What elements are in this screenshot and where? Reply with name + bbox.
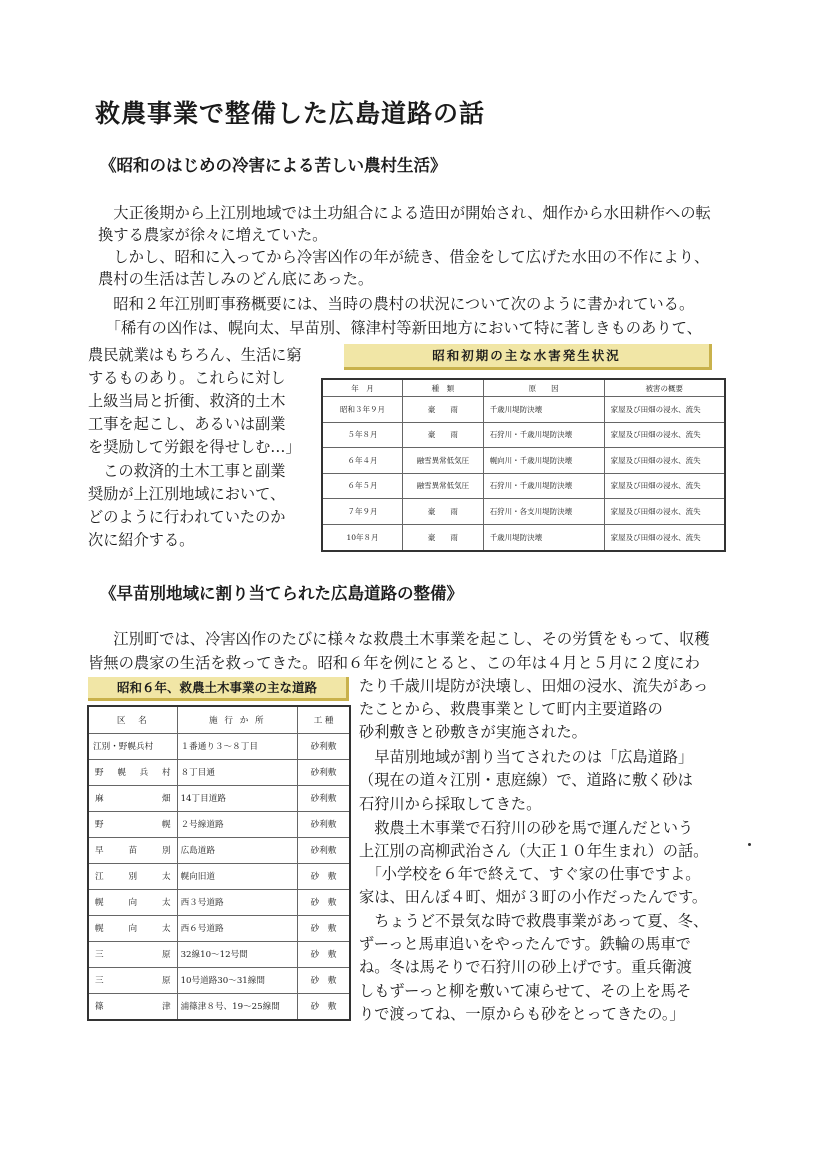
table-cell: 14丁目道路 [177,785,298,811]
page-title: 救農事業で整備した広島道路の話 [95,99,486,128]
table-cell: ６年５月 [322,473,403,499]
section1-line: しかし、昭和に入ってから冷害凶作の年が続き、借金をして広げた水田の不作により、 [98,248,710,266]
table-cell: 砂 敷 [298,941,350,967]
table-cell: 豪 雨 [403,524,484,551]
table-cell: 砂利敷 [298,759,350,785]
table-row [88,915,350,941]
section2-narrow-line: 「小学校を６年で終えて、すぐ家の仕事ですよ。 [359,865,701,883]
table-header-row [322,379,725,397]
table-row [88,863,350,889]
section2-narrow-line: りで渡ってね、一原からも砂をとってきたの。」 [359,1005,685,1023]
table-cell: 江別・野幌兵村 [88,733,177,759]
table-header-cell: 施 行 か 所 [177,706,298,733]
table-cell: 浦篠津８号、19～25線間 [177,993,298,1020]
stray-mark [748,843,751,846]
section2-line: 江別町では、冷害凶作のたびに様々な救農土木事業を起こし、その労賃をもって、収穫 [98,630,710,648]
table-cell: 昭和３年９月 [322,397,403,423]
table-row [322,422,725,448]
table-cell: 野幌 [88,811,177,837]
table-header-cell: 工 種 [298,706,350,733]
flood-table [321,378,726,552]
table-cell: 早苗別 [88,837,177,863]
table-row [88,811,350,837]
table-cell: 三原 [88,967,177,993]
section2-narrow-line: たことから、救農事業として町内主要道路の [359,700,663,718]
table-row [88,785,350,811]
section1-narrow-line: 次に紹介する。 [88,531,195,549]
table-cell: 広島道路 [177,837,298,863]
section1-narrow-line: 工事を起こし、あるいは副業 [88,415,286,433]
table-cell: 砂利敷 [298,811,350,837]
section2-narrow-line: 上江別の高柳武治さん（大正１０年生まれ）の話。 [359,842,709,860]
table-cell: 家屋及び田畑の浸水、流失 [604,473,725,499]
table-cell: 幌向旧道 [177,863,298,889]
table-row [322,524,725,551]
table-cell: 砂 敷 [298,915,350,941]
table-cell: 砂 敷 [298,967,350,993]
table-row [88,733,350,759]
roadwork-table [87,705,351,1021]
section1-line: 大正後期から上江別地域では土功組合による造田が開始され、畑作から水田耕作への転 [98,204,711,222]
table-cell: 砂 敷 [298,863,350,889]
table-cell: 融雪異常低気圧 [403,448,484,474]
section2-narrow-line: 砂利敷きと砂敷きが実施された。 [359,723,587,741]
table-cell: 江別太 [88,863,177,889]
table-row [322,473,725,499]
section2-line: 皆無の農家の生活を救ってきた。昭和６年を例にとると、この年は４月と５月に２度にわ [88,654,700,672]
table-header-cell: 原 因 [483,379,604,397]
table-cell: 幌向太 [88,889,177,915]
table-row [88,993,350,1020]
section2-narrow-line: 家は、田んぼ４町、畑が３町の小作だったんです。 [359,888,708,906]
section2-narrow-line: 救農土木事業で石狩川の砂を馬で運んだという [359,819,694,837]
section1-line: 換する農家が徐々に増えていた。 [98,226,328,244]
table-cell: 西６号道路 [177,915,298,941]
table-cell: 砂利敷 [298,837,350,863]
table2-title: 昭和６年、救農土木事業の主な道路 [88,677,349,701]
table-header-cell: 年 月 [322,379,403,397]
table-cell: 融雪異常低気圧 [403,473,484,499]
table1-title: 昭和初期の主な水害発生状況 [344,344,712,370]
table-cell: 千歳川堤防決壊 [483,524,604,551]
table-row [88,889,350,915]
section2-narrow-line: ずーっと馬車追いをやったんです。鉄輪の馬車で [359,935,691,953]
table-row [88,941,350,967]
table-cell: 幌向川・千歳川堤防決壊 [483,448,604,474]
table-cell: ２号線道路 [177,811,298,837]
section2-narrow-line: ちょうど不景気な時で救農事業があって夏、冬、 [359,912,709,930]
table-header-cell: 種 類 [403,379,484,397]
table-cell: 豪 雨 [403,397,484,423]
section2-narrow-line: たり千歳川堤防が決壊し、田畑の浸水、流失があっ [359,677,709,695]
table-row [322,397,725,423]
section1-line: 「稀有の凶作は、幌向太、早苗別、篠津村等新田地方において特に著しきものありて、 [98,319,702,337]
table-cell: 家屋及び田畑の浸水、流失 [604,499,725,525]
section2-narrow-line: 早苗別地域が割り当てされたのは「広島道路」 [359,748,694,766]
section1-narrow-line: この救済的土木工事と副業 [88,462,286,480]
section2-narrow-line: 石狩川から採取してきた。 [359,795,542,813]
table-cell: 家屋及び田畑の浸水、流失 [604,524,725,551]
section1-line: 農村の生活は苦しみのどん底にあった。 [98,270,374,288]
table-cell: 豪 雨 [403,422,484,448]
table-cell: 32線10～12号間 [177,941,298,967]
section2-heading: 《早苗別地域に割り当てられた広島道路の整備》 [100,584,463,603]
table-cell: 石狩川・各支川堤防決壊 [483,499,604,525]
table-cell: 家屋及び田畑の浸水、流失 [604,422,725,448]
section2-narrow-line: ね。冬は馬そりで石狩川の砂上げです。重兵衛渡 [359,958,692,976]
section1-narrow-line: 農民就業はもちろん、生活に窮 [88,346,302,364]
section1-heading: 《昭和のはじめの冷害による苦しい農村生活》 [100,156,447,175]
table-cell: 砂利敷 [298,733,350,759]
table-row [88,759,350,785]
table-cell: 豪 雨 [403,499,484,525]
table-cell: ８丁目通 [177,759,298,785]
table-cell: ５年８月 [322,422,403,448]
table-cell: 砂 敷 [298,993,350,1020]
section1-narrow-line: するものあり。これらに対し [88,369,286,387]
table-cell: 三原 [88,941,177,967]
section1-line: 昭和２年江別町事務概要には、当時の農村の状況について次のように書かれている。 [98,295,695,313]
table-cell: 幌向太 [88,915,177,941]
section2-narrow-line: しもずーっと柳を敷いて凍らせて、その上を馬そ [359,982,692,1000]
section2-narrow-line: （現在の道々江別・恵庭線）で、道路に敷く砂は [359,771,693,789]
table-row [88,967,350,993]
table-cell: 10年８月 [322,524,403,551]
table-cell: 西３号道路 [177,889,298,915]
table-cell: 麻畑 [88,785,177,811]
section1-narrow-line: どのように行われていたのか [88,508,286,526]
table-cell: ７年９月 [322,499,403,525]
table-row [322,499,725,525]
table-row [88,837,350,863]
table-cell: ６年４月 [322,448,403,474]
section1-narrow-line: 奨励が上江別地域において、 [88,485,286,503]
table-cell: 砂 敷 [298,889,350,915]
table-cell: 篠津 [88,993,177,1020]
table-cell: 10号道路30～31線間 [177,967,298,993]
table-header-row [88,706,350,733]
table-cell: 石狩川・千歳川堤防決壊 [483,473,604,499]
table-header-cell: 区 名 [88,706,177,733]
table-header-cell: 被害の概要 [604,379,725,397]
table-cell: 砂利敷 [298,785,350,811]
table-row [322,448,725,474]
table-cell: 家屋及び田畑の浸水、流失 [604,448,725,474]
table-cell: 野幌兵村 [88,759,177,785]
table-cell: １番通り３～８丁目 [177,733,298,759]
table-cell: 石狩川・千歳川堤防決壊 [483,422,604,448]
table-cell: 家屋及び田畑の浸水、流失 [604,397,725,423]
section1-narrow-line: 上級当局と折衝、救済的土木 [88,392,286,410]
table-cell: 千歳川堤防決壊 [483,397,604,423]
section1-narrow-line: を奨励して労銀を得せしむ…」 [88,438,301,456]
